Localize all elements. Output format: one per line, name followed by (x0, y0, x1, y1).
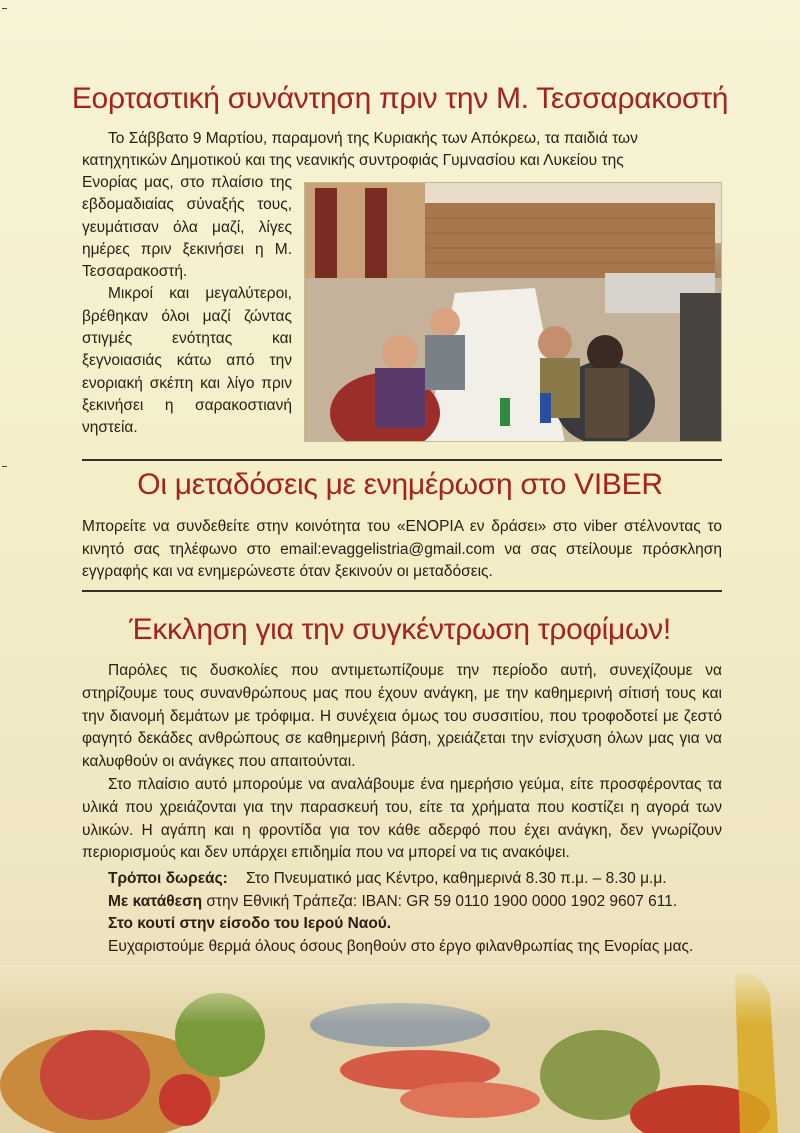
thanks-text: Ευχαριστούμε θερμά όλους όσους βοηθούν στο έργο φιλανθρωπίας της Ενορίας μας. (108, 937, 694, 955)
intro-line-2: κατηχητικών Δημοτικού και της νεανικής συντροφιάς Γυμνασίου και Λυκείου της (82, 152, 624, 169)
deposit-label: Με κατάθεση (108, 892, 203, 910)
margin-tick (2, 8, 7, 9)
food-collage-illustration (0, 965, 800, 1133)
donation-box-text: Στο κουτί στην είσοδο του Ιερού Ναού. (108, 915, 392, 933)
donation-row-deposit (108, 891, 728, 914)
viber-paragraph: Μπορείτε να συνδεθείτε στην κοινότητα του «ΕΝΟΡΙΑ εν δράσει» στο viber στέλνοντας το κινητό σας τηλέφωνο στο email:evaggelistria@gmail.com να σας στείλουμε πρόσκληση εγγραφής και να ενημερώνεστε όταν ξεκινούν οι μεταδόσεις. (82, 518, 722, 580)
section-divider (82, 590, 722, 592)
intro-line-1: Το Σάββατο 9 Μαρτίου, παραμονή της Κυριακής των Απόκρεω, τα παιδιά των (108, 130, 638, 147)
deposit-text: στην Εθνική Τράπεζα: IBAN: GR 59 0110 1900 0000 1902 9607 611. (202, 892, 678, 910)
donation-methods-label: Τρόποι δωρεάς: (108, 870, 228, 887)
photo-illustration (305, 183, 722, 442)
donation-row-center (108, 868, 728, 891)
margin-tick (2, 466, 7, 467)
food-appeal-text (82, 660, 722, 865)
section-title-viber: Οι μεταδόσεις με ενημέρωση στο VIBER (137, 468, 663, 501)
donation-methods (108, 868, 728, 958)
donation-row-box (108, 913, 728, 936)
section-divider (82, 459, 722, 461)
children-lunch-photo (304, 182, 722, 442)
section-title-food-appeal: Έκκληση για την συγκέντρωση τροφίμων! (129, 613, 671, 646)
appeal-paragraph-2: Στο πλαίσιο αυτό μπορούμε να αναλάβουμε ένα ημερήσιο γεύμα, είτε προσφέροντας τα υλικά που χρειάζονται για την παρασκευή του, είτε τα χρήματα που κοστίζει η αγορά των υλικών. Η αγάπη και η φροντίδα για τον κάθε αδερφό που έχει ανάγκη, δεν γνωρίζουν περιορισμούς και δεν υπάρχει επιδημία που να μπορεί να τις ανακόψει. (82, 775, 722, 862)
thanks-row (108, 936, 728, 959)
gathering-paragraph-2: Μικροί και μεγαλύτεροι, βρέθηκαν όλοι μαζί ζώντας στιγμές ενότητας και ξεγνοιασιάς κάτω από την ενοριακή σκέπη και λίγο πριν ξεκινήσει η σαρακοστιανή νηστεία. (82, 285, 292, 437)
donation-center-text: Στο Πνευματικό μας Κέντρο, καθημερινά 8.30 π.μ. – 8.30 μ.μ. (246, 870, 667, 887)
section-title-gathering: Εορταστική συνάντηση πριν την Μ. Τεσσαρακοστή (71, 82, 729, 115)
appeal-paragraph-1: Παρόλες τις δυσκολίες που αντιμετωπίζουμε την περίοδο αυτή, συνεχίζουμε να στηρίζουμε τους συνανθρώπους μας που έχουν ανάγκη, με την καθημερινή σίτισή τους και την διανομή δεμάτων με τρόφιμα. Η συνέχεια όμως του συσσιτίου, που τροφοδοτεί με ζεστό φαγητό δεκάδες ανθρώπους σε καθημερινή βάση, χρειάζεται την ενίσχυση όλων μας για να καλυφθούν οι ανάγκες που απαιτούνται. (82, 662, 722, 771)
gathering-text-column (82, 172, 292, 440)
gathering-paragraph-1: Ενορίας μας, στο πλαίσιο της εβδομαδιαίας σύναξής τους, γευμάτισαν όλα μαζί, λίγες ημέρες πριν ξεκινήσει η Μ. Τεσσαρακοστή. (82, 174, 292, 281)
